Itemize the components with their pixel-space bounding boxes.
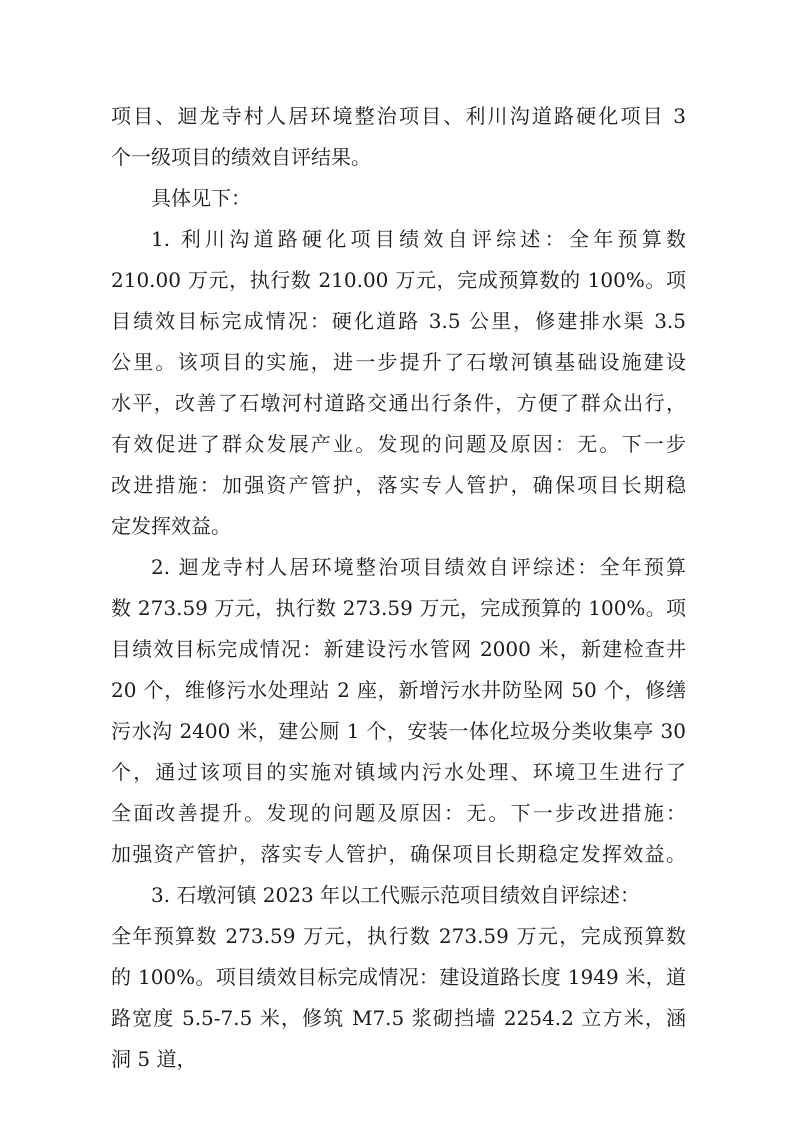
section-2-heading-line: 2. 迴龙寺村人居环境整治项目绩效自评综述：全年预算 [151, 555, 686, 579]
text-line: 有效促进了群众发展产业。发现的问题及原因：无。下一步 [111, 432, 686, 456]
text-line: 加强资产管护，落实专人管护，确保项目长期稳定发挥效益。 [111, 842, 686, 866]
text-line: 20 个，维修污水处理站 2 座，新增污水井防坠网 50 个，修缮 [111, 678, 686, 702]
text-line: 数 273.59 万元，执行数 273.59 万元，完成预算的 100%。项 [111, 596, 686, 620]
text-line: 个，通过该项目的实施对镇域内污水处理、环境卫生进行了 [111, 760, 686, 784]
section-3-heading-line: 3. 石墩河镇 2023 年以工代赈示范项目绩效自评综述： [151, 883, 641, 907]
text-line: 目绩效目标完成情况：硬化道路 3.5 公里，修建排水渠 3.5 [111, 309, 686, 333]
text-line: 项目、迴龙寺村人居环境整治项目、利川沟道路硬化项目 3 [111, 104, 686, 128]
text-line: 洞 5 道， [111, 1047, 197, 1071]
text-line: 个一级项目的绩效自评结果。 [111, 145, 371, 169]
text-line: 210.00 万元，执行数 210.00 万元，完成预算数的 100%。项 [111, 268, 686, 292]
text-line: 目绩效目标完成情况：新建设污水管网 2000 米，新建检查井 [111, 637, 686, 661]
text-line: 水平，改善了石墩河村道路交通出行条件，方便了群众出行， [111, 391, 686, 415]
text-line: 全年预算数 273.59 万元，执行数 273.59 万元，完成预算数 [111, 924, 686, 948]
text-line: 公里。该项目的实施，进一步提升了石墩河镇基础设施建设 [111, 350, 686, 374]
text-line: 的 100%。项目绩效目标完成情况：建设道路长度 1949 米，道 [111, 965, 686, 989]
text-line: 路宽度 5.5-7.5 米，修筑 M7.5 浆砌挡墙 2254.2 立方米，涵 [111, 1006, 686, 1030]
text-line: 改进措施：加强资产管护，落实专人管护，确保项目长期稳 [111, 473, 686, 497]
section-1-heading-line: 1. 利川沟道路硬化项目绩效自评综述：全年预算数 [151, 227, 686, 251]
text-line: 定发挥效益。 [111, 514, 231, 538]
text-line: 具体见下： [151, 186, 251, 210]
text-line: 全面改善提升。发现的问题及原因：无。下一步改进措施： [111, 801, 686, 825]
text-line: 污水沟 2400 米，建公厕 1 个，安装一体化垃圾分类收集亭 30 [111, 719, 686, 743]
